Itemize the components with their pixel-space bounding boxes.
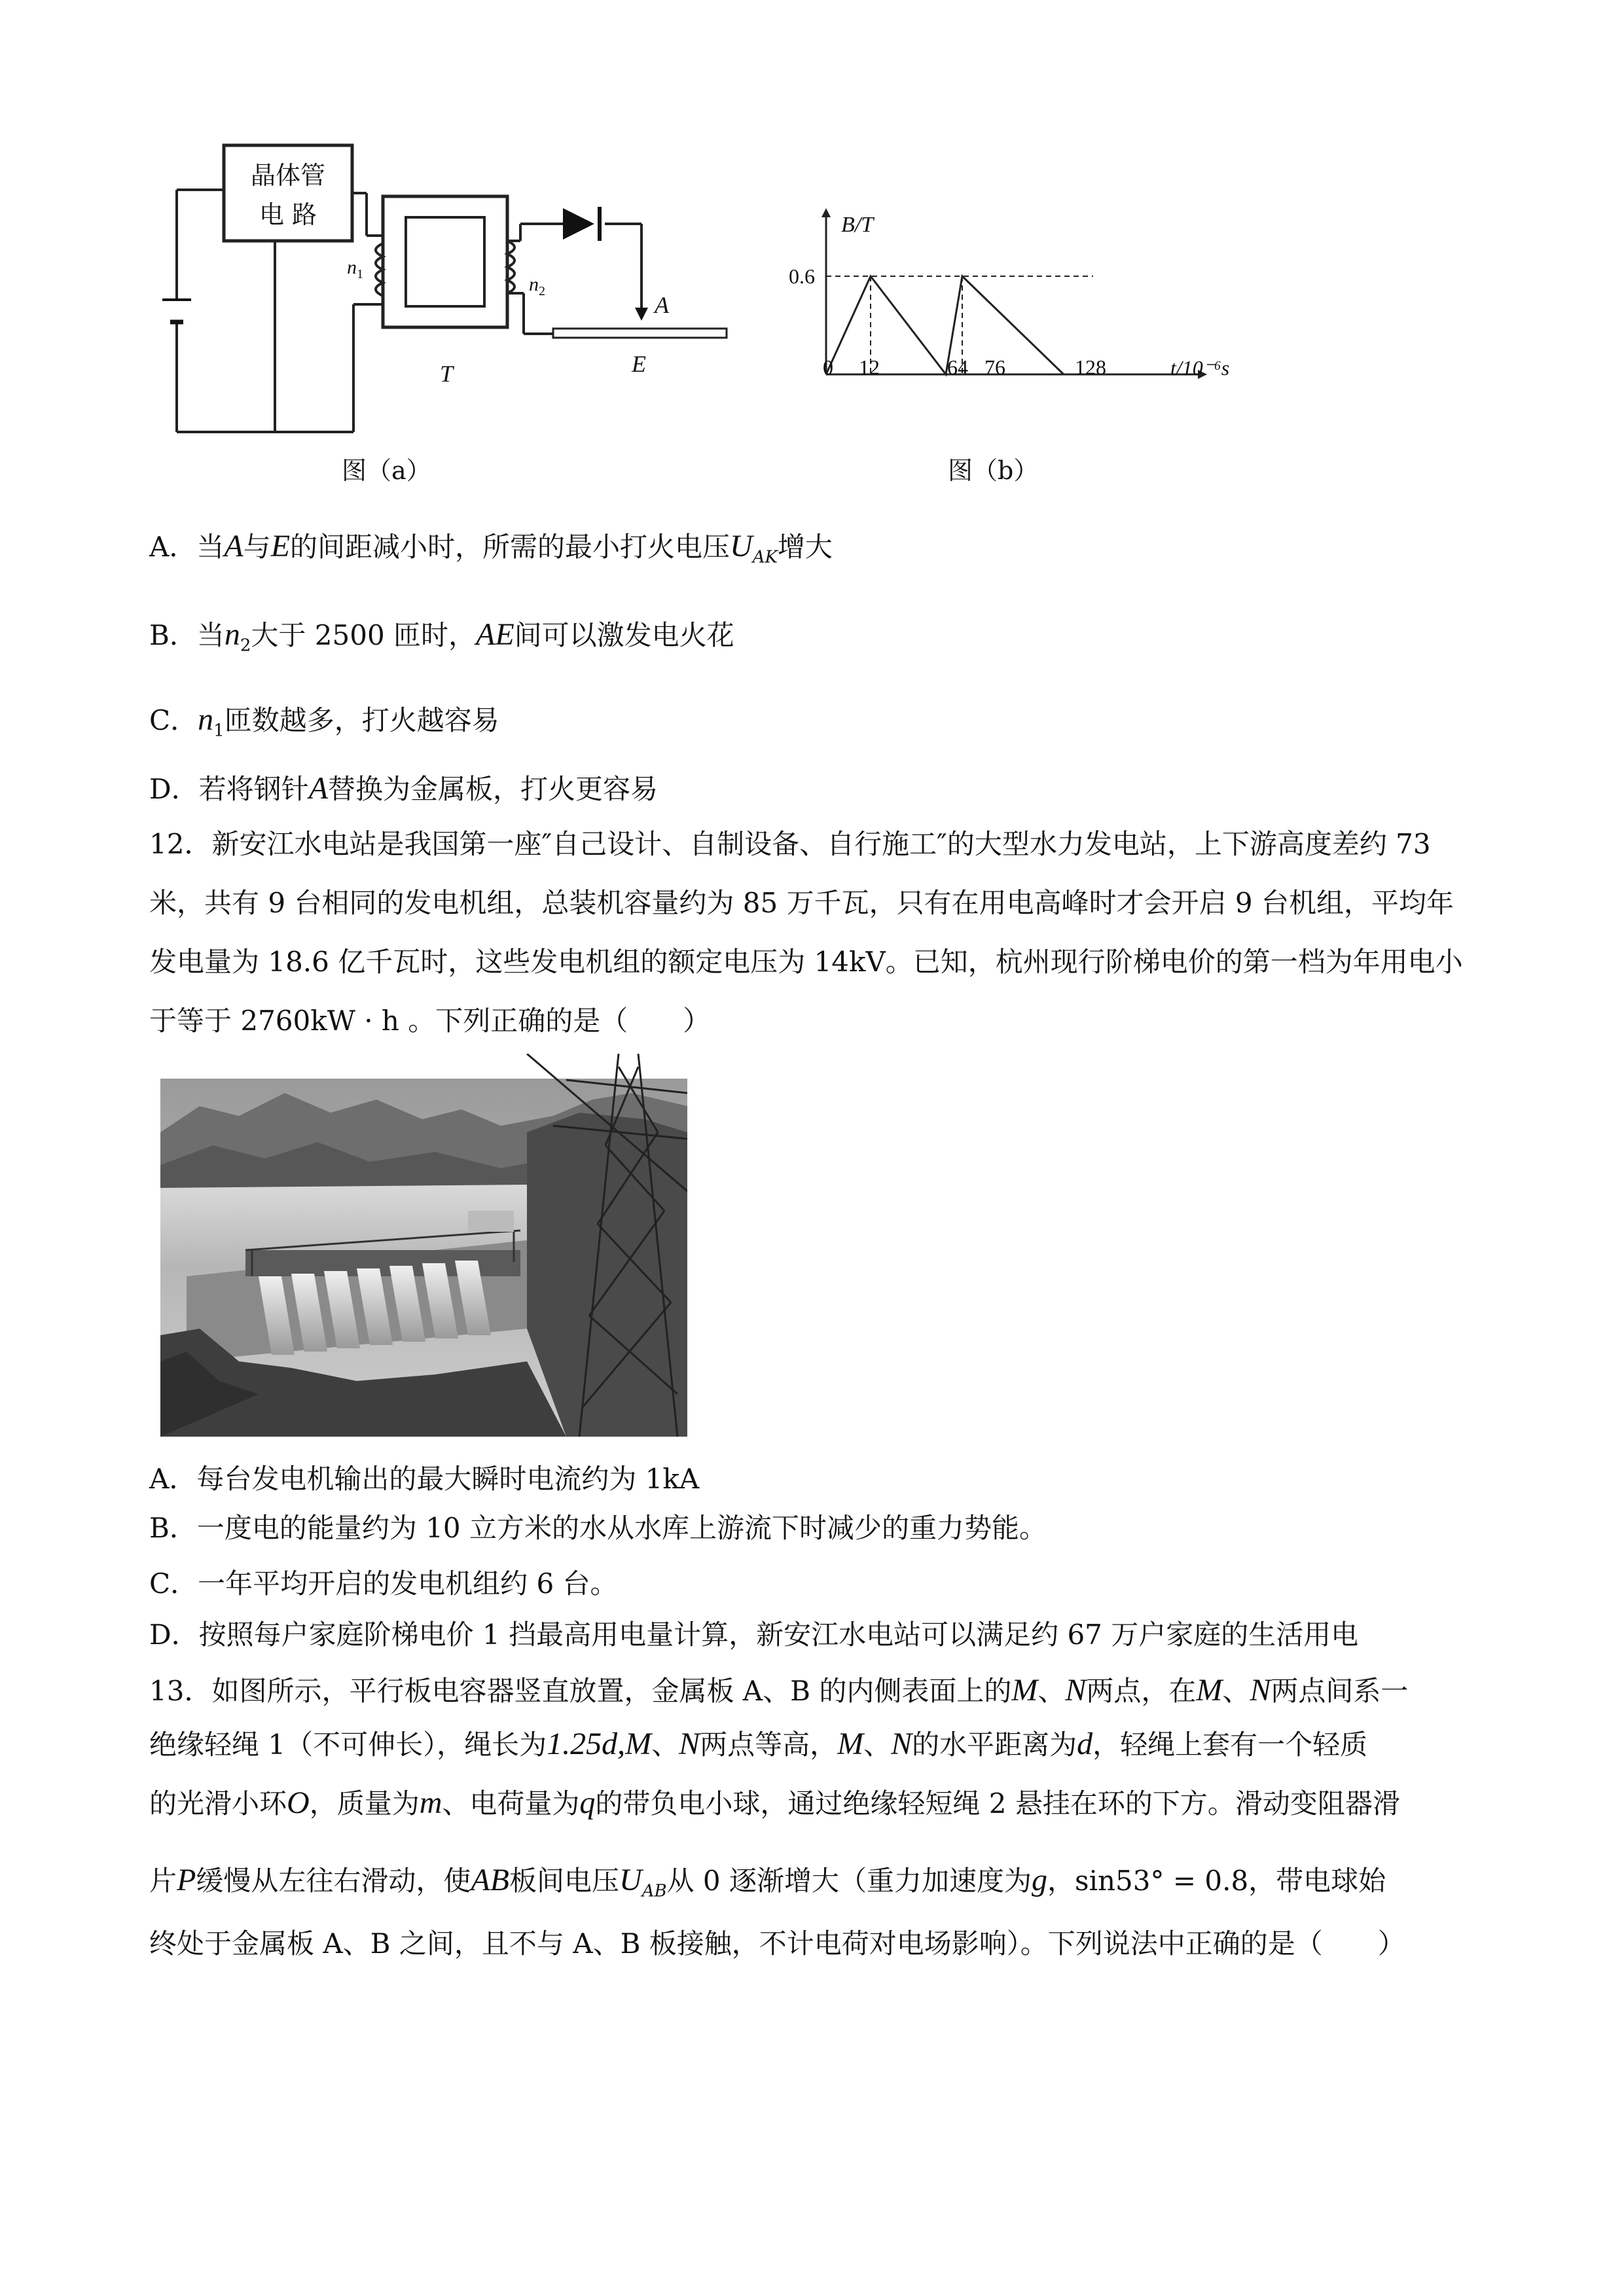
q11a-post: 增大 bbox=[777, 531, 833, 563]
q11b-sub: 2 bbox=[240, 636, 251, 656]
q11a-mid1: 与 bbox=[243, 531, 271, 563]
q11b-post: 间可以激发电火花 bbox=[514, 619, 734, 651]
q13l4-var-u: U bbox=[619, 1863, 642, 1897]
box-label-line1: 晶体管 bbox=[250, 161, 325, 190]
q13l4-a: 片 bbox=[149, 1865, 177, 1897]
q13l2-var-d: d bbox=[1077, 1727, 1093, 1761]
n2-text: n bbox=[529, 274, 539, 295]
q11a-pre: A．当 bbox=[149, 531, 225, 563]
q12-option-c: C．一年平均开启的发电机组约 6 台。 bbox=[149, 1568, 618, 1600]
q13l2-var-n: N bbox=[679, 1727, 700, 1761]
figure-b-caption: 图（b） bbox=[948, 456, 1039, 485]
q11b-pre: B．当 bbox=[149, 619, 225, 651]
graph-xtick-76: 76 bbox=[984, 355, 1005, 379]
q13l3-var-o: O bbox=[287, 1785, 310, 1820]
q13l1-a: 13．如图所示，平行板电容器竖直放置，金属板 A、B 的内侧表面上的 bbox=[149, 1675, 1012, 1707]
q13l4-e: ，sin53° = 0.8，带电球始 bbox=[1047, 1865, 1386, 1897]
q11c-sub: 1 bbox=[213, 721, 225, 741]
figure-a-caption: 图（a） bbox=[342, 456, 431, 485]
q11d-var-a: A bbox=[308, 771, 329, 806]
q13l4-c: 板间电压 bbox=[509, 1865, 620, 1897]
q13l1-var-n2: N bbox=[1250, 1673, 1271, 1708]
q13l2-b: 、 bbox=[651, 1729, 679, 1761]
q13l2-var-n2: N bbox=[891, 1727, 912, 1761]
graph-ylabel: B/T bbox=[841, 213, 874, 237]
q11a-var-e: E bbox=[270, 529, 291, 564]
q13l4-var-ab: AB bbox=[471, 1863, 509, 1897]
q11b-var-ae: AE bbox=[476, 617, 514, 652]
q13l3-c: 、电荷量为 bbox=[442, 1787, 580, 1820]
q13l2-e: 的水平距离为 bbox=[912, 1729, 1077, 1761]
q13l3-d: 的带负电小球，通过绝缘轻短绳 2 悬挂在环的下方。滑动变阻器滑 bbox=[595, 1787, 1400, 1820]
n1-text: n bbox=[347, 257, 357, 278]
q12-option-a: A．每台发电机输出的最大瞬时电流约为 1kA bbox=[149, 1463, 700, 1495]
n1-sub: 1 bbox=[357, 267, 363, 281]
q11-option-c bbox=[149, 704, 499, 747]
q13l1-e: 两点间系一 bbox=[1271, 1675, 1409, 1707]
q13-line-3 bbox=[149, 1787, 1400, 1820]
q13l1-b: 、 bbox=[1038, 1675, 1066, 1707]
label-a: A bbox=[655, 292, 669, 318]
n1-label bbox=[347, 257, 363, 282]
graph-xlabel: t/10⁻⁶s bbox=[1170, 356, 1230, 380]
q13l2-f: ，轻绳上套有一个轻质 bbox=[1092, 1729, 1368, 1761]
graph-xtick-64: 64 bbox=[947, 355, 968, 379]
q13-line-4 bbox=[149, 1864, 1386, 1907]
graph-xtick-12: 12 bbox=[859, 355, 880, 379]
q11c-post: 匝数越多，打火越容易 bbox=[224, 704, 499, 736]
q11c-var-n: n bbox=[198, 702, 214, 737]
q12-line-3: 发电量为 18.6 亿千瓦时，这些发电机组的额定电压为 14kV。已知，杭州现行阶梯电价的第一档为年用电小 bbox=[149, 946, 1463, 978]
q11a-sub: AK bbox=[752, 547, 778, 567]
q13l2-d: 、 bbox=[863, 1729, 892, 1761]
q13l4-b: 缓慢从左往右滑动，使 bbox=[196, 1865, 471, 1897]
q13l2-var-m: M bbox=[837, 1727, 864, 1761]
q11c-pre: C． bbox=[149, 704, 198, 736]
q12-line-4: 于等于 2760kW · h 。下列正确的是（ ） bbox=[149, 1005, 711, 1037]
graph-xtick-0: 0 bbox=[823, 355, 833, 379]
q11d-pre: D．若将钢针 bbox=[149, 773, 309, 805]
q12-option-d: D．按照每户家庭阶梯电价 1 挡最高用电量计算，新安江水电站可以满足约 67 万户家庭的生活用电 bbox=[149, 1619, 1359, 1651]
q12-option-b: B．一度电的能量约为 10 立方米的水从水库上游流下时减少的重力势能。 bbox=[149, 1512, 1047, 1544]
q13l4-sub: AB bbox=[641, 1881, 667, 1901]
q12-line-1: 12．新安江水电站是我国第一座″自己设计、自制设备、自行施工″的大型水力发电站，上下游高度差约 73 bbox=[149, 828, 1431, 860]
graph-xtick-128: 128 bbox=[1075, 355, 1106, 379]
q13l4-d: 从 0 逐渐增大（重力加速度为 bbox=[666, 1865, 1032, 1897]
box-label-line2: 电 路 bbox=[259, 200, 317, 229]
q13l1-var-m2: M bbox=[1196, 1673, 1223, 1708]
q13-line-1 bbox=[149, 1674, 1408, 1708]
q13l3-var-q: q bbox=[579, 1785, 596, 1820]
q13l2-c: 两点等高， bbox=[700, 1729, 838, 1761]
q11b-mid: 大于 2500 匝时， bbox=[251, 619, 477, 651]
q11a-var-u: U bbox=[730, 529, 753, 564]
q13l1-var-n: N bbox=[1065, 1673, 1087, 1708]
q13-line-2 bbox=[149, 1728, 1367, 1761]
q13l4-var-p: P bbox=[177, 1863, 196, 1897]
graph-ytick: 0.6 bbox=[789, 264, 815, 288]
q13l2-var-len: 1.25d,M bbox=[547, 1727, 652, 1761]
q13l3-a: 的光滑小环 bbox=[149, 1787, 287, 1820]
q13l3-b: ，质量为 bbox=[309, 1787, 420, 1820]
q13l1-c: 两点，在 bbox=[1086, 1675, 1197, 1707]
q11a-mid2: 的间距减小时，所需的最小打火电压 bbox=[290, 531, 731, 563]
hydropower-dam-photo bbox=[160, 1054, 687, 1437]
q13l1-d: 、 bbox=[1222, 1675, 1250, 1707]
label-t: T bbox=[440, 361, 454, 387]
n2-label bbox=[529, 274, 545, 299]
transistor-circuit-label bbox=[224, 156, 352, 234]
q13-line-5: 终处于金属板 A、B 之间，且不与 A、B 板接触，不计电荷对电场影响）。下列说法中正确的是（ ） bbox=[149, 1928, 1405, 1960]
n2-sub: 2 bbox=[539, 284, 545, 298]
q11-option-b bbox=[149, 619, 734, 662]
q11d-post: 替换为金属板，打火更容易 bbox=[328, 773, 659, 805]
q13l4-var-g: g bbox=[1032, 1863, 1048, 1897]
q11-option-a bbox=[149, 530, 833, 573]
q13l1-var-m: M bbox=[1011, 1673, 1038, 1708]
q11b-var-n: n bbox=[224, 617, 240, 652]
q11-option-d bbox=[149, 772, 658, 806]
q13l2-a: 绝缘轻绳 1（不可伸长），绳长为 bbox=[149, 1729, 547, 1761]
q11a-var-a: A bbox=[224, 529, 244, 564]
q13l3-var-m: m bbox=[419, 1785, 442, 1820]
q12-line-2: 米，共有 9 台相同的发电机组，总装机容量约为 85 万千瓦，只有在用电高峰时才会开启 9 台机组，平均年 bbox=[149, 887, 1454, 919]
label-e: E bbox=[632, 351, 646, 377]
